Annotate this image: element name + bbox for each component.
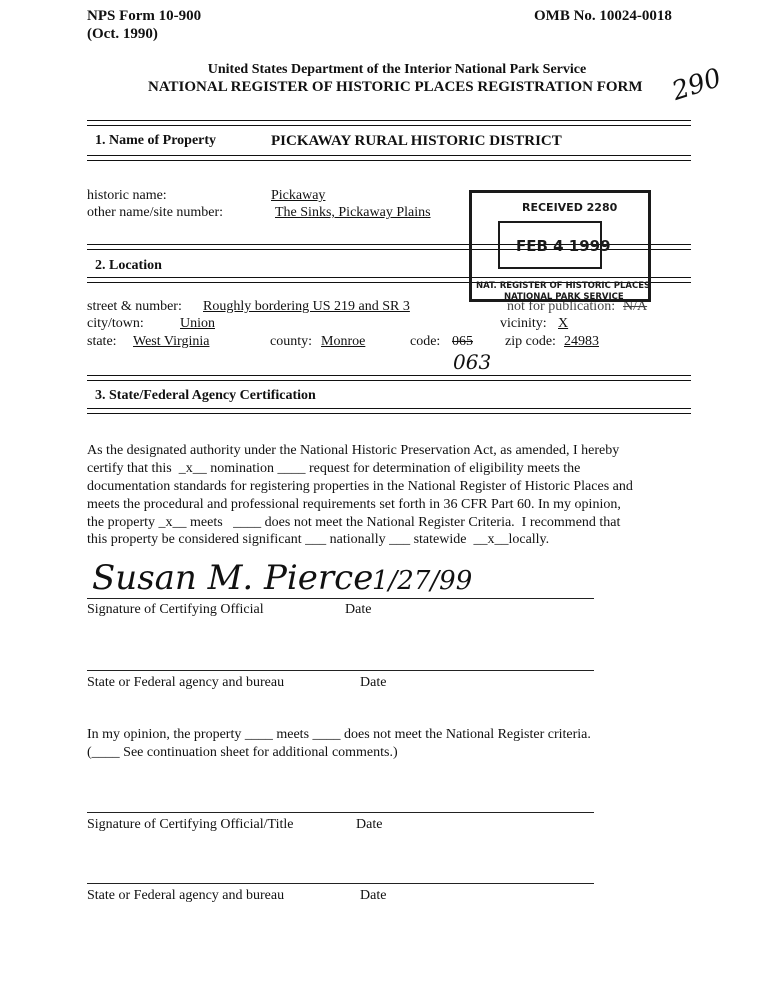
not-for-publication-value: N/A: [623, 299, 648, 314]
historic-name-label: historic name:: [87, 188, 167, 203]
city-value: Union: [180, 316, 215, 331]
certification-line-1: As the designated authority under the National Historic Preservation Act, as amended, I hereby: [87, 443, 620, 458]
stamp-date: FEB 4 1999: [516, 237, 611, 255]
county-label: county:: [270, 334, 312, 349]
stamp-line1: NAT. REGISTER OF HISTORIC PLACES: [476, 281, 651, 291]
handwritten-signature: Susan M. Pierce: [92, 558, 374, 598]
state-value: West Virginia: [133, 334, 210, 349]
section1-heading: 1. Name of Property: [95, 133, 217, 148]
code-handwritten-correction: 063: [453, 350, 492, 374]
handwritten-date: 1/27/99: [372, 566, 473, 596]
city-label: city/town:: [87, 316, 144, 331]
zip-label: zip code:: [505, 334, 556, 349]
certification-line-5: the property _x__ meets ____ does not meet the National Register Criteria. I recommend that: [87, 515, 621, 530]
property-name: PICKAWAY RURAL HISTORIC DISTRICT: [271, 133, 562, 149]
signature-label-1: Signature of Certifying Official: [87, 602, 264, 617]
street-value: Roughly bordering US 219 and SR 3: [203, 299, 410, 314]
date-label-3: Date: [356, 817, 383, 832]
divider: [87, 155, 691, 156]
handwritten-number: 290: [668, 63, 726, 107]
certification-line-6: this property be considered significant ___ nationally ___ statewide __x__locally.: [87, 532, 550, 547]
form-title: NATIONAL REGISTER OF HISTORIC PLACES REGISTRATION FORM: [148, 79, 643, 95]
certification-line-2: certify that this _x__ nomination ____ request for determination of eligibility meets the: [87, 461, 581, 476]
date-label-2: Date: [360, 675, 387, 690]
zip-value: 24983: [564, 334, 599, 349]
agency-label-2: State or Federal agency and bureau: [87, 888, 285, 903]
section3-heading: 3. State/Federal Agency Certification: [95, 388, 316, 403]
state-label: state:: [87, 334, 117, 349]
opinion-line-1: In my opinion, the property ____ meets ____ does not meet the National Register criteria.: [87, 727, 591, 742]
divider: [87, 408, 691, 409]
signature-line-2: [87, 812, 594, 813]
divider: [87, 120, 691, 121]
street-label: street & number:: [87, 299, 182, 314]
signature-label-2: Signature of Certifying Official/Title: [87, 817, 294, 832]
vicinity-label: vicinity:: [500, 316, 547, 331]
divider: [87, 125, 691, 126]
section2-heading: 2. Location: [95, 258, 162, 273]
form-date: (Oct. 1990): [87, 26, 158, 42]
certification-line-3: documentation standards for registering properties in the National Register of Historic Places and: [87, 479, 633, 494]
not-for-publication-label: not for publication:: [507, 299, 616, 314]
form-number: NPS Form 10-900: [87, 8, 202, 24]
code-value: 065: [452, 334, 473, 349]
signature-line-1: [87, 598, 594, 599]
historic-name-value: Pickaway: [271, 188, 326, 203]
divider: [87, 380, 691, 381]
date-label-4: Date: [360, 888, 387, 903]
divider: [87, 375, 691, 376]
agency-line-2: [87, 883, 594, 884]
divider: [87, 413, 691, 414]
agency-label-1: State or Federal agency and bureau: [87, 675, 285, 690]
vicinity-value: X: [558, 316, 569, 331]
divider: [87, 160, 691, 161]
certification-line-4: meets the procedural and professional requirements set forth in 36 CFR Part 60. In my opinion,: [87, 497, 621, 512]
stamp-received: RECEIVED 2280: [522, 201, 618, 214]
agency-name: United States Department of the Interior National Park Service: [207, 62, 587, 77]
county-value: Monroe: [321, 334, 366, 349]
omb-number: OMB No. 10024-0018: [534, 8, 672, 24]
opinion-line-2: (____ See continuation sheet for additional comments.): [87, 745, 398, 760]
date-label-1: Date: [345, 602, 372, 617]
stamp-line2: NATIONAL PARK SERVICE: [504, 292, 624, 302]
other-name-label: other name/site number:: [87, 205, 224, 220]
code-label: code:: [410, 334, 441, 349]
agency-line-1: [87, 670, 594, 671]
received-stamp: [469, 190, 651, 302]
other-name-value: The Sinks, Pickaway Plains: [275, 205, 431, 220]
